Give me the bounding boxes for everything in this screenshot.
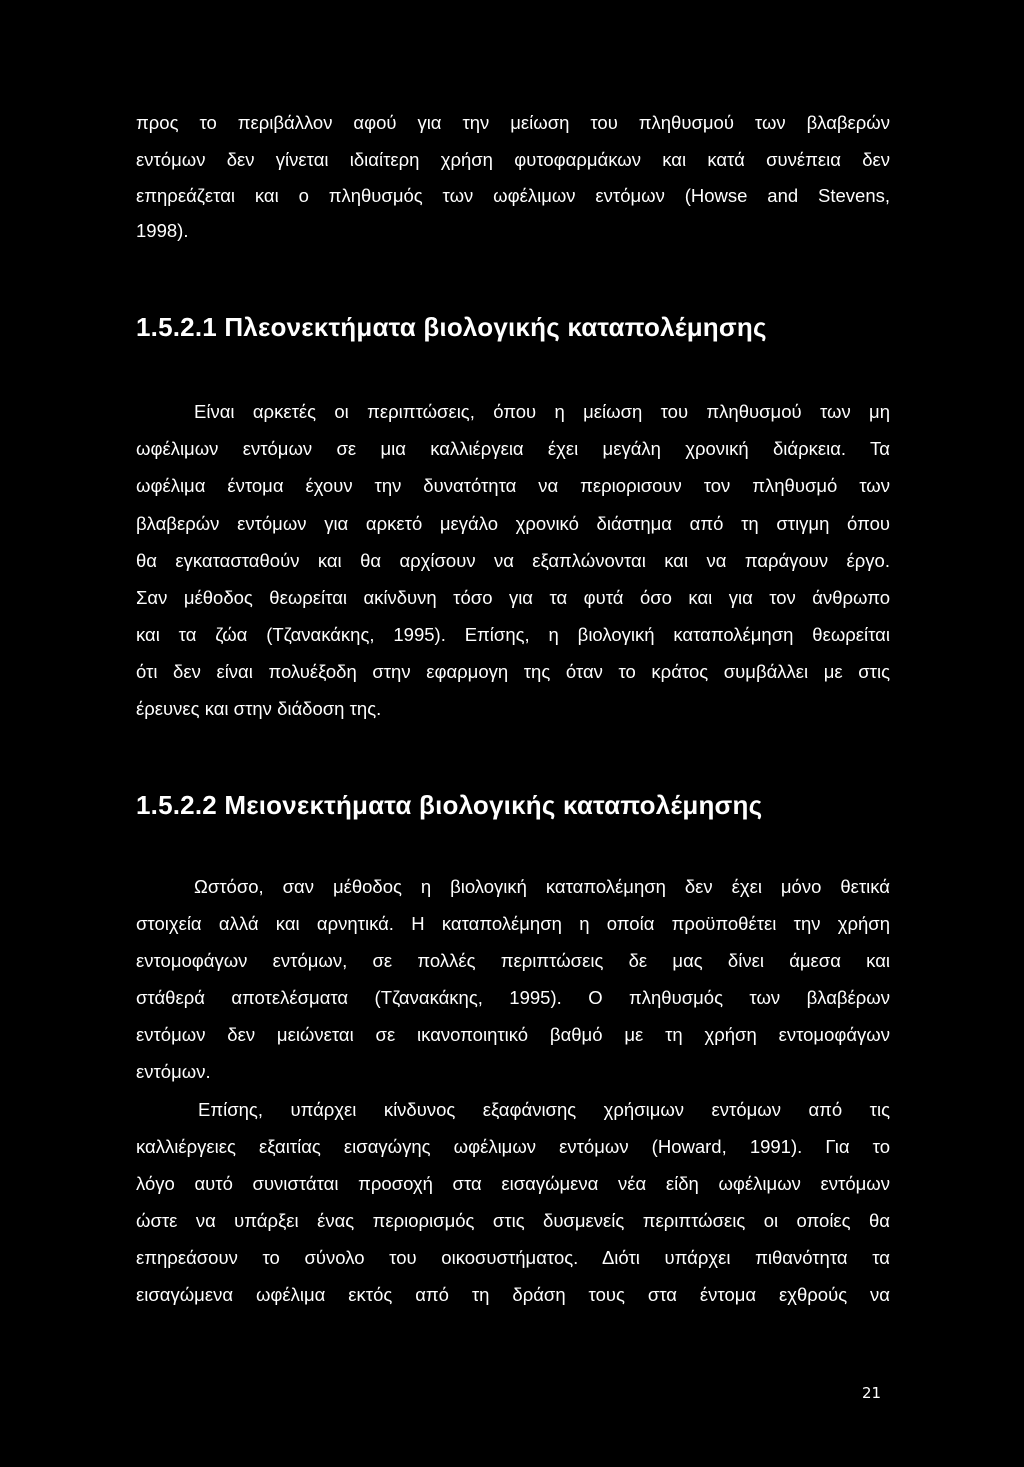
paragraph-line: καλλιέργειες εξαιτίας εισαγώγης ωφέλιμων εντόμων (Howard, 1991). Για το xyxy=(136,1136,890,1157)
paragraph-line: στοιχεία αλλά και αρνητικά. Η καταπολέμηση η οποία προϋποθέτει την χρήση xyxy=(136,913,890,934)
paragraph-line: και τα ζώα (Τζανακάκης, 1995). Επίσης, η βιολογική καταπολέμηση θεωρείται xyxy=(136,624,890,645)
paragraph-line: ωφέλιμων εντόμων σε μια καλλιέργεια έχει μεγάλη χρονική διάρκεια. Τα xyxy=(136,438,890,459)
paragraph-line: βλαβερών εντόμων για αρκετό μεγάλο χρονικό διάστημα από τη στιγμη όπου xyxy=(136,513,890,534)
paragraph-line: ωφέλιμα έντομα έχουν την δυνατότητα να περιορισουν τον πληθυσμό των xyxy=(136,475,890,496)
paragraph-line: εντόμων δεν γίνεται ιδιαίτερη χρήση φυτοφαρμάκων και κατά συνέπεια δεν xyxy=(136,149,890,170)
paragraph-line: επηρεάζεται και ο πληθυσμός των ωφέλιμων εντόμων (Howse and Stevens, xyxy=(136,185,890,206)
paragraph-line: προς το περιβάλλον αφού για την μείωση του πληθυσμού των βλαβερών xyxy=(136,112,890,133)
paragraph-line: εντομοφάγων εντόμων, σε πολλές περιπτώσεις δε μας δίνει άμεσα και xyxy=(136,950,890,971)
paragraph-line: Ωστόσο, σαν μέθοδος η βιολογική καταπολέμηση δεν έχει μόνο θετικά xyxy=(194,876,890,897)
paragraph-line: Σαν μέθοδος θεωρείται ακίνδυνη τόσο για τα φυτά όσο και για τον άνθρωπο xyxy=(136,587,890,608)
paragraph-line: εντόμων. xyxy=(136,1061,211,1082)
paragraph-line: Είναι αρκετές οι περιπτώσεις, όπου η μείωση του πληθυσμού των μη xyxy=(194,401,890,422)
section-heading-disadvantages: 1.5.2.2 Μειονεκτήματα βιολογικής καταπολέμησης xyxy=(136,790,763,820)
paragraph-line: έρευνες και στην διάδοση της. xyxy=(136,698,382,719)
paragraph-line: θα εγκατασταθούν και θα αρχίσουν να εξαπλώνονται και να παράγουν έργο. xyxy=(136,550,890,571)
page-number: 21 xyxy=(862,1384,882,1402)
paragraph-line: 1998). xyxy=(136,220,189,241)
paragraph-line: ότι δεν είναι πολυέξοδη στην εφαρμογη της όταν το κράτος συμβάλλει με στις xyxy=(136,661,890,682)
paragraph-line: επηρεάσουν το σύνολο του οικοσυστήματος. Διότι υπάρχει πιθανότητα τα xyxy=(136,1247,890,1268)
paragraph-line: Επίσης, υπάρχει κίνδυνος εξαφάνισης χρήσιμων εντόμων από τις xyxy=(198,1099,890,1120)
paragraph-line: εντόμων δεν μειώνεται σε ικανοποιητικό βαθμό με τη χρήση εντομοφάγων xyxy=(136,1024,890,1045)
paragraph-line: εισαγώμενα ωφέλιμα εκτός από τη δράση τους στα έντομα εχθρούς να xyxy=(136,1284,890,1305)
paragraph-line: λόγο αυτό συνιστάται προσοχή στα εισαγώμενα νέα είδη ωφέλιμων εντόμων xyxy=(136,1173,890,1194)
paragraph-line: στάθερά αποτελέσματα (Τζανακάκης, 1995). Ο πληθυσμός των βλαβέρων xyxy=(136,987,890,1008)
paragraph-line: ώστε να υπάρξει ένας περιορισμός στις δυσμενείς περιπτώσεις οι οποίες θα xyxy=(136,1210,890,1231)
section-heading-advantages: 1.5.2.1 Πλεονεκτήματα βιολογικής καταπολέμησης xyxy=(136,312,767,342)
